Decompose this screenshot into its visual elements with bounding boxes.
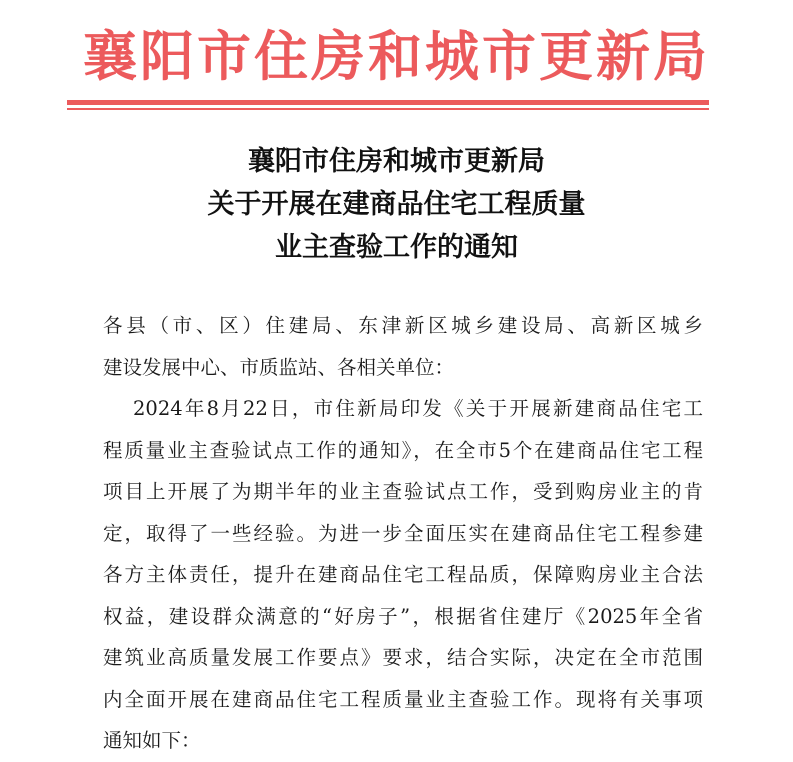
document-title-line-2: 关于开展在建商品住宅工程质量 [207, 189, 586, 220]
body-paragraph-line: 内全面开展在建商品住宅工程质量业主查验工作。现将有关事项 [103, 687, 703, 711]
body-paragraph-line: 程质量业主查验试点工作的通知》，在全市5个在建商品住宅工程 [103, 438, 703, 462]
document-title [0, 140, 793, 269]
document-body [103, 305, 703, 762]
letterhead-red-rule-thick [67, 100, 709, 105]
body-paragraph-line: 通知如下： [103, 729, 201, 752]
body-paragraph-line: 定，取得了一些经验。为进一步全面压实在建商品住宅工程参建 [103, 521, 703, 545]
body-paragraph-line: 权益，建设群众满意的“好房子”，根据省住建厅《2025年全省 [103, 604, 703, 628]
salutation-line-1: 各县（市、区）住建局、东津新区城乡建设局、高新区城乡 [103, 314, 703, 337]
document-title-line-3: 业主查验工作的通知 [275, 232, 518, 263]
letterhead-agency-name: 襄阳市住房和城市更新局 [83, 24, 710, 88]
letterhead-red-rule-thin [67, 108, 709, 110]
body-paragraph-line: 2024年8月22日，市住新局印发《关于开展新建商品住宅工 [133, 397, 703, 420]
body-paragraph-line: 各方主体责任，提升在建商品住宅工程品质，保障购房业主合法 [103, 563, 703, 586]
body-paragraph-line: 建筑业高质量发展工作要点》要求，结合实际，决定在全市范围 [103, 646, 703, 669]
body-paragraph-line: 项目上开展了为期半年的业主查验试点工作，受到购房业主的肯 [103, 480, 703, 503]
document-title-line-1: 襄阳市住房和城市更新局 [248, 146, 545, 177]
salutation-line-2: 建设发展中心、市质监站、各相关单位： [103, 355, 455, 379]
